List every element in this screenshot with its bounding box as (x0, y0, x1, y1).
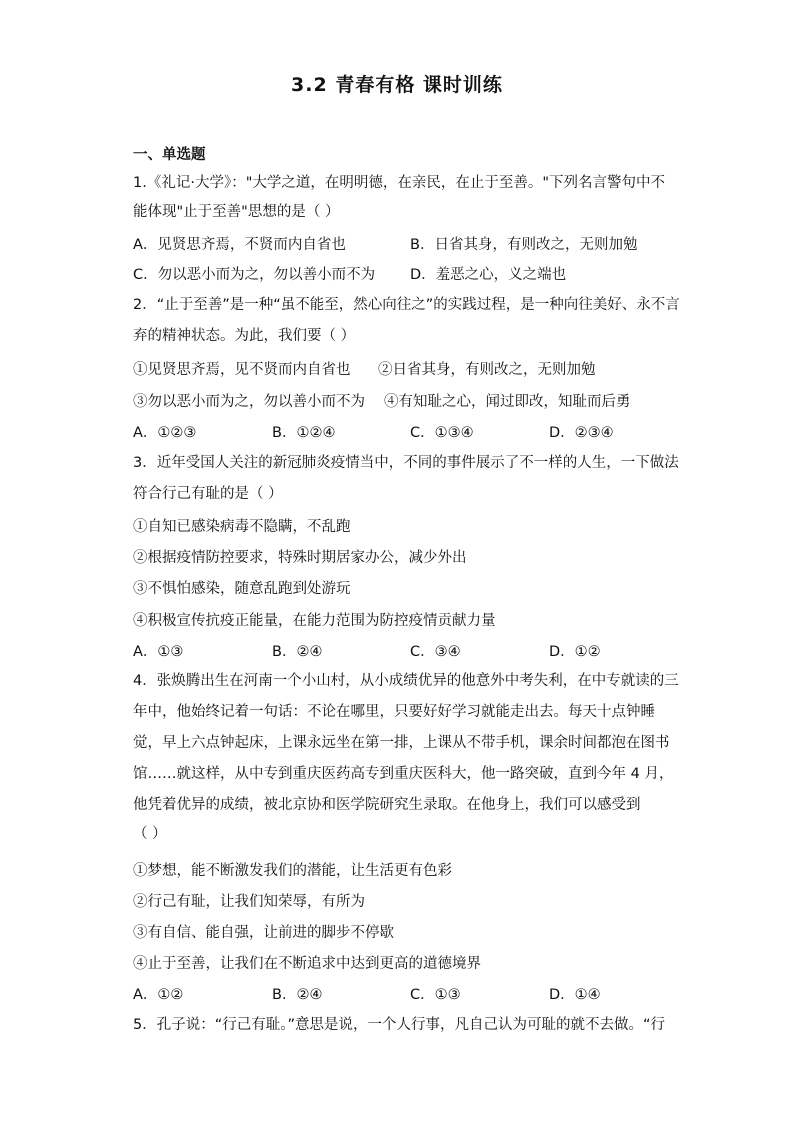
q1-option-a: A．见贤思齐焉，不贤而内自省也 (133, 237, 346, 253)
q3-item-4: ④积极宣传抗疫正能量，在能力范围为防控疫情贡献力量 (133, 613, 496, 629)
question-3-line-1: 3．近年受国人关注的新冠肺炎疫情当中，不同的事件展示了不一样的人生，一下做法 (133, 455, 679, 471)
question-4-line-2: 年中，他始终记着一句话：不论在哪里，只要好好学习就能走出去。每天十点钟睡 (133, 704, 655, 720)
question-2-line-2: 弃的精神状态。为此，我们要（ ） (133, 328, 356, 344)
q1-option-d: D．羞恶之心，义之端也 (410, 267, 567, 283)
question-1-line-2: 能体现"止于至善"思想的是（ ） (133, 204, 340, 220)
q2-option-a: A．①②③ (133, 425, 197, 441)
q2-item-1: ①见贤思齐焉，见不贤而内自省也 (133, 362, 351, 378)
q4-option-b: B．②④ (272, 987, 323, 1003)
q4-option-d: D．①④ (549, 987, 601, 1003)
page-title: 3.2 青春有格 课时训练 (291, 74, 503, 96)
q2-item-2: ②日省其身，有则改之，无则加勉 (378, 362, 596, 378)
question-1-line-1: 1.《礼记·大学》："大学之道，在明明德，在亲民，在止于至善。"下列名言警句中不 (133, 175, 666, 191)
question-4-line-3: 觉，早上六点钟起床，上课永远坐在第一排，上课从不带手机，课余时间都泡在图书 (133, 735, 670, 751)
q1-option-c: C．勿以恶小而为之，勿以善小而不为 (133, 267, 376, 283)
question-5-line-1: 5．孔子说：“行己有耻。”意思是说，一个人行事，凡自己认为可耻的就不去做。“行 (133, 1017, 666, 1033)
q2-item-4: ④有知耻之心，闻过即改，知耻而后勇 (384, 394, 631, 410)
q3-option-b: B．②④ (272, 644, 323, 660)
q2-option-d: D．②③④ (549, 425, 614, 441)
q2-option-c: C．①③④ (410, 425, 474, 441)
q4-item-1: ①梦想，能不断激发我们的潜能，让生活更有色彩 (133, 863, 452, 879)
question-2-line-1: 2．“止于至善”是一种“虽不能至，然心向往之”的实践过程，是一种向往美好、永不言 (133, 297, 680, 313)
q3-option-a: A．①③ (133, 644, 184, 660)
q2-option-b: B．①②④ (272, 425, 336, 441)
q3-item-2: ②根据疫情防控要求，特殊时期居家办公，减少外出 (133, 550, 467, 566)
q3-option-d: D．①② (549, 644, 601, 660)
q3-item-3: ③不惧怕感染，随意乱跑到处游玩 (133, 581, 351, 597)
question-4-line-4: 馆……就这样，从中专到重庆医药高专到重庆医科大，他一路突破，直到今年 4 月， (133, 766, 674, 782)
q4-option-c: C．①③ (410, 987, 461, 1003)
question-4-line-5: 他凭着优异的成绩，被北京协和医学院研究生录取。在他身上，我们可以感受到 (133, 797, 641, 813)
question-4-line-1: 4．张焕腾出生在河南一个小山村，从小成绩优异的他意外中考失利，在中专就读的三 (133, 673, 679, 689)
q1-option-b: B．日省其身，有则改之，无则加勉 (410, 237, 638, 253)
question-3-line-2: 符合行己有耻的是（ ） (133, 486, 283, 502)
section-title: 一、单选题 (133, 147, 206, 163)
question-4-line-6: （ ） (133, 826, 167, 842)
q4-item-4: ④止于至善，让我们在不断追求中达到更高的道德境界 (133, 956, 481, 972)
q4-item-2: ②行己有耻，让我们知荣辱，有所为 (133, 894, 365, 910)
q2-item-3: ③勿以恶小而为之，勿以善小而不为 (133, 394, 365, 410)
q4-option-a: A．①② (133, 987, 184, 1003)
q3-item-1: ①自知已感染病毒不隐瞒，不乱跑 (133, 519, 351, 535)
q3-option-c: C．③④ (410, 644, 461, 660)
q4-item-3: ③有自信、能自强，让前进的脚步不停歇 (133, 925, 394, 941)
